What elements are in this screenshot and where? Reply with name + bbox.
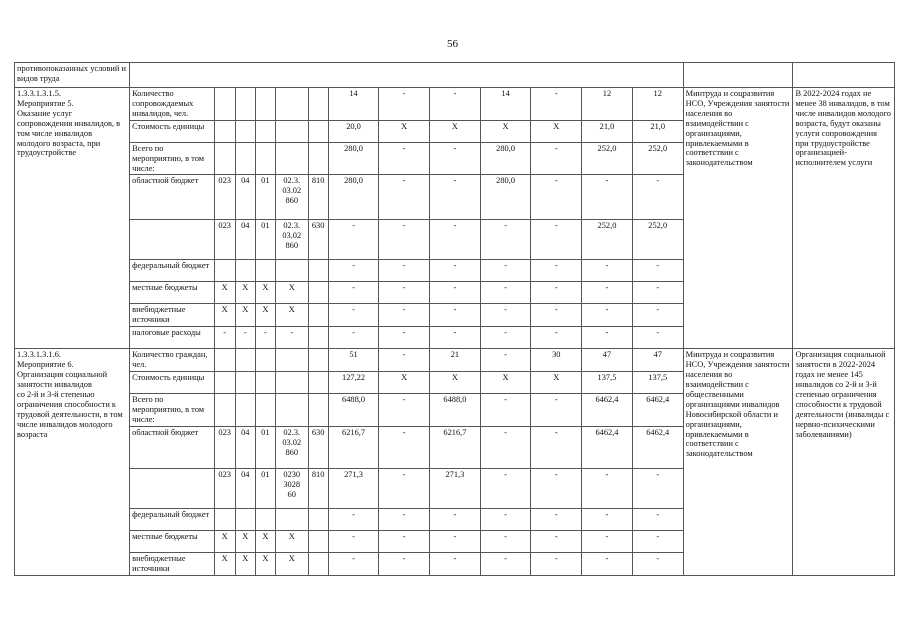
- value-cell: -: [531, 530, 582, 552]
- budget-code: X: [275, 552, 308, 575]
- value-cell: 14: [328, 88, 379, 121]
- budget-code: [308, 508, 328, 530]
- indicator-label: областной бюджет: [130, 426, 215, 468]
- value-cell: -: [430, 220, 481, 260]
- value-cell: -: [379, 327, 430, 349]
- budget-code: [308, 394, 328, 427]
- value-cell: 280,0: [328, 175, 379, 220]
- value-cell: -: [379, 394, 430, 427]
- budget-code: X: [214, 552, 235, 575]
- value-cell: 14: [480, 88, 531, 121]
- indicator-label: Стоимость единицы: [130, 120, 215, 142]
- value-cell: 47: [582, 349, 633, 372]
- budget-code: 02.3. 03.02 860: [275, 426, 308, 468]
- value-cell: -: [531, 220, 582, 260]
- budget-code: [308, 282, 328, 304]
- value-cell: -: [632, 304, 683, 327]
- value-cell: -: [582, 304, 633, 327]
- budget-code: [255, 142, 275, 175]
- budget-code: [308, 552, 328, 575]
- carry-over-blank: [683, 63, 793, 88]
- value-cell: -: [531, 260, 582, 282]
- budget-code: 023: [214, 175, 235, 220]
- budget-code: [214, 120, 235, 142]
- value-cell: -: [480, 260, 531, 282]
- value-cell: -: [430, 88, 481, 121]
- budget-code: [214, 372, 235, 394]
- budget-code: [255, 120, 275, 142]
- budget-code: [235, 372, 255, 394]
- value-cell: 280,0: [328, 142, 379, 175]
- value-cell: 51: [328, 349, 379, 372]
- budget-code: [275, 508, 308, 530]
- budget-code: X: [255, 304, 275, 327]
- budget-code: [235, 88, 255, 121]
- budget-code: [214, 260, 235, 282]
- value-cell: 12: [632, 88, 683, 121]
- budget-code: X: [214, 530, 235, 552]
- budget-code: 04: [235, 220, 255, 260]
- value-cell: -: [430, 175, 481, 220]
- budget-code: X: [235, 530, 255, 552]
- budget-code: X: [255, 552, 275, 575]
- value-cell: -: [379, 175, 430, 220]
- value-cell: -: [379, 88, 430, 121]
- value-cell: -: [531, 468, 582, 508]
- value-cell: X: [531, 372, 582, 394]
- indicator-label: местные бюджеты: [130, 530, 215, 552]
- budget-code: [275, 349, 308, 372]
- value-cell: -: [379, 304, 430, 327]
- value-cell: -: [582, 327, 633, 349]
- budget-code: [255, 508, 275, 530]
- indicator-label: Количество сопровождаемых инвалидов, чел.: [130, 88, 215, 121]
- value-cell: -: [582, 260, 633, 282]
- value-cell: -: [632, 175, 683, 220]
- value-cell: 271,3: [430, 468, 481, 508]
- value-cell: -: [582, 508, 633, 530]
- value-cell: 30: [531, 349, 582, 372]
- value-cell: 21,0: [582, 120, 633, 142]
- budget-code: 01: [255, 468, 275, 508]
- value-cell: 127,22: [328, 372, 379, 394]
- budget-code: -: [235, 327, 255, 349]
- budget-code: -: [275, 327, 308, 349]
- budget-code: X: [255, 530, 275, 552]
- budget-code: [255, 260, 275, 282]
- budget-code: [308, 260, 328, 282]
- value-cell: -: [531, 175, 582, 220]
- value-cell: 12: [582, 88, 633, 121]
- value-cell: -: [531, 304, 582, 327]
- indicator-label: федеральный бюджет: [130, 508, 215, 530]
- value-cell: -: [379, 552, 430, 575]
- value-cell: -: [430, 304, 481, 327]
- indicator-label: [130, 468, 215, 508]
- carry-over-blank: [793, 63, 895, 88]
- value-cell: X: [480, 120, 531, 142]
- indicator-label: [130, 220, 215, 260]
- value-cell: -: [531, 282, 582, 304]
- table-row: [15, 88, 895, 121]
- budget-code: [235, 120, 255, 142]
- value-cell: 252,0: [582, 220, 633, 260]
- value-cell: -: [480, 468, 531, 508]
- expected-result: Организация социальной занятости в 2022-2024 годах не менее 145 инвалидов со 2-й и 3-й степенью ограничения способности к трудовой деятельности (инвалиды с нервно-психическими заболеваниями): [793, 349, 895, 575]
- value-cell: -: [379, 530, 430, 552]
- value-cell: -: [328, 530, 379, 552]
- budget-code: [214, 508, 235, 530]
- value-cell: 252,0: [582, 142, 633, 175]
- budget-code: [308, 327, 328, 349]
- budget-code: 04: [235, 175, 255, 220]
- value-cell: 21,0: [632, 120, 683, 142]
- budget-code: 810: [308, 468, 328, 508]
- budget-code: [275, 120, 308, 142]
- value-cell: -: [531, 327, 582, 349]
- value-cell: 252,0: [632, 220, 683, 260]
- budget-code: X: [214, 282, 235, 304]
- value-cell: -: [328, 552, 379, 575]
- value-cell: -: [582, 282, 633, 304]
- budget-code: 04: [235, 468, 255, 508]
- value-cell: 6462,4: [582, 426, 633, 468]
- value-cell: 6462,4: [582, 394, 633, 427]
- budget-code: [214, 394, 235, 427]
- value-cell: -: [430, 260, 481, 282]
- value-cell: 252,0: [632, 142, 683, 175]
- value-cell: -: [480, 349, 531, 372]
- value-cell: 47: [632, 349, 683, 372]
- value-cell: X: [379, 120, 430, 142]
- budget-code: 01: [255, 220, 275, 260]
- indicator-label: Всего по мероприятию, в том числе:: [130, 142, 215, 175]
- budget-code: [235, 508, 255, 530]
- value-cell: -: [379, 508, 430, 530]
- budget-code: [214, 88, 235, 121]
- value-cell: -: [480, 426, 531, 468]
- value-cell: -: [328, 327, 379, 349]
- value-cell: 6216,7: [328, 426, 379, 468]
- indicator-label: Всего по мероприятию, в том числе:: [130, 394, 215, 427]
- value-cell: 6488,0: [430, 394, 481, 427]
- value-cell: -: [328, 220, 379, 260]
- value-cell: 280,0: [480, 142, 531, 175]
- value-cell: -: [480, 530, 531, 552]
- budget-code: [235, 142, 255, 175]
- indicator-label: налоговые расходы: [130, 327, 215, 349]
- budget-code: 023: [214, 468, 235, 508]
- value-cell: -: [480, 552, 531, 575]
- value-cell: 6488,0: [328, 394, 379, 427]
- measures-table: [14, 62, 895, 576]
- value-cell: -: [632, 327, 683, 349]
- indicator-label: внебюджетные источники: [130, 304, 215, 327]
- value-cell: -: [632, 552, 683, 575]
- value-cell: -: [379, 349, 430, 372]
- indicator-label: Стоимость единицы: [130, 372, 215, 394]
- value-cell: 20,0: [328, 120, 379, 142]
- value-cell: -: [480, 282, 531, 304]
- value-cell: 137,5: [632, 372, 683, 394]
- budget-code: 630: [308, 426, 328, 468]
- value-cell: -: [480, 304, 531, 327]
- value-cell: -: [531, 508, 582, 530]
- budget-code: [255, 394, 275, 427]
- value-cell: -: [582, 468, 633, 508]
- value-cell: -: [582, 552, 633, 575]
- budget-code: X: [214, 304, 235, 327]
- budget-code: [275, 142, 308, 175]
- indicator-label: местные бюджеты: [130, 282, 215, 304]
- budget-code: [308, 349, 328, 372]
- carry-over-text: противопоказанных условий и видов труда: [15, 63, 130, 88]
- budget-code: X: [235, 552, 255, 575]
- budget-code: [235, 349, 255, 372]
- budget-code: [308, 142, 328, 175]
- value-cell: X: [531, 120, 582, 142]
- value-cell: -: [632, 282, 683, 304]
- expected-result: В 2022-2024 годах не менее 38 инвалидов, в том числе инвалидов молодого возраста, будут оказаны услуги сопровождения при трудоустройстве организацией-исполнителем услуги: [793, 88, 895, 349]
- budget-code: 630: [308, 220, 328, 260]
- value-cell: X: [430, 120, 481, 142]
- value-cell: X: [430, 372, 481, 394]
- value-cell: -: [328, 304, 379, 327]
- value-cell: 137,5: [582, 372, 633, 394]
- value-cell: -: [379, 220, 430, 260]
- indicator-label: внебюджетные источники: [130, 552, 215, 575]
- budget-code: X: [275, 304, 308, 327]
- value-cell: -: [379, 468, 430, 508]
- measure-name: 1.3.3.1.3.1.6. Мероприятие 6. Организация социальной занятости инвалидов со 2-й и 3-й степенью ограничения способности к трудовой деятельности, в том числе инвалидов молодого возраста: [15, 349, 130, 575]
- budget-code: [235, 260, 255, 282]
- value-cell: 271,3: [328, 468, 379, 508]
- value-cell: -: [632, 530, 683, 552]
- value-cell: -: [328, 508, 379, 530]
- value-cell: 6462,4: [632, 426, 683, 468]
- budget-code: 023: [214, 426, 235, 468]
- value-cell: -: [531, 142, 582, 175]
- value-cell: -: [430, 508, 481, 530]
- budget-code: 02.3. 03.02 860: [275, 175, 308, 220]
- value-cell: -: [531, 426, 582, 468]
- budget-code: [308, 530, 328, 552]
- budget-code: [275, 372, 308, 394]
- budget-code: [235, 394, 255, 427]
- budget-code: [308, 120, 328, 142]
- page-number: 56: [447, 38, 458, 50]
- executor: Минтруда и соцразвития НСО, Учреждения занятости населения во взаимодействии с общественными организациями инвалидов Новосибирской области и организациями, привлекаемыми в соответствии с законодательством: [683, 349, 793, 575]
- value-cell: 6216,7: [430, 426, 481, 468]
- value-cell: -: [430, 552, 481, 575]
- carry-over-blank: [130, 63, 684, 88]
- value-cell: -: [430, 530, 481, 552]
- carry-over-row: [15, 63, 895, 88]
- budget-code: X: [275, 530, 308, 552]
- indicator-label: областной бюджет: [130, 175, 215, 220]
- value-cell: -: [430, 327, 481, 349]
- value-cell: -: [328, 282, 379, 304]
- value-cell: -: [328, 260, 379, 282]
- budget-code: X: [235, 282, 255, 304]
- value-cell: -: [379, 142, 430, 175]
- budget-code: X: [275, 282, 308, 304]
- value-cell: -: [632, 260, 683, 282]
- value-cell: -: [430, 142, 481, 175]
- value-cell: -: [531, 394, 582, 427]
- value-cell: -: [480, 220, 531, 260]
- value-cell: -: [379, 426, 430, 468]
- budget-code: [308, 372, 328, 394]
- executor: Минтруда и соцразвития НСО, Учреждения занятости населения во взаимодействии с организациями, привлекаемыми в соответствии с законодательством: [683, 88, 793, 349]
- value-cell: -: [582, 530, 633, 552]
- budget-code: [214, 142, 235, 175]
- budget-code: [275, 88, 308, 121]
- value-cell: 280,0: [480, 175, 531, 220]
- value-cell: -: [430, 282, 481, 304]
- budget-code: [255, 372, 275, 394]
- value-cell: -: [632, 508, 683, 530]
- value-cell: X: [379, 372, 430, 394]
- value-cell: -: [531, 552, 582, 575]
- value-cell: -: [582, 175, 633, 220]
- budget-code: [308, 304, 328, 327]
- indicator-label: Количество граждан, чел.: [130, 349, 215, 372]
- measure-name: 1.3.3.1.3.1.5. Мероприятие 5. Оказание услуг сопровождения инвалидов, в том числе инвалидов молодого возраста, при трудоустройстве: [15, 88, 130, 349]
- budget-code: 01: [255, 175, 275, 220]
- budget-code: 01: [255, 426, 275, 468]
- budget-code: -: [214, 327, 235, 349]
- value-cell: -: [480, 327, 531, 349]
- budget-code: [308, 88, 328, 121]
- value-cell: -: [531, 88, 582, 121]
- value-cell: -: [379, 260, 430, 282]
- budget-code: X: [235, 304, 255, 327]
- table-row: [15, 349, 895, 372]
- budget-code: [275, 394, 308, 427]
- value-cell: 21: [430, 349, 481, 372]
- budget-code: [214, 349, 235, 372]
- value-cell: -: [480, 508, 531, 530]
- budget-code: -: [255, 327, 275, 349]
- value-cell: 6462,4: [632, 394, 683, 427]
- budget-code: [255, 88, 275, 121]
- budget-code: 02.3. 03.02 860: [275, 220, 308, 260]
- value-cell: -: [379, 282, 430, 304]
- budget-code: 0230 3028 60: [275, 468, 308, 508]
- budget-code: 023: [214, 220, 235, 260]
- budget-code: [255, 349, 275, 372]
- budget-code: 810: [308, 175, 328, 220]
- value-cell: -: [632, 468, 683, 508]
- budget-code: 04: [235, 426, 255, 468]
- budget-code: [275, 260, 308, 282]
- value-cell: -: [480, 394, 531, 427]
- value-cell: X: [480, 372, 531, 394]
- budget-code: X: [255, 282, 275, 304]
- indicator-label: федеральный бюджет: [130, 260, 215, 282]
